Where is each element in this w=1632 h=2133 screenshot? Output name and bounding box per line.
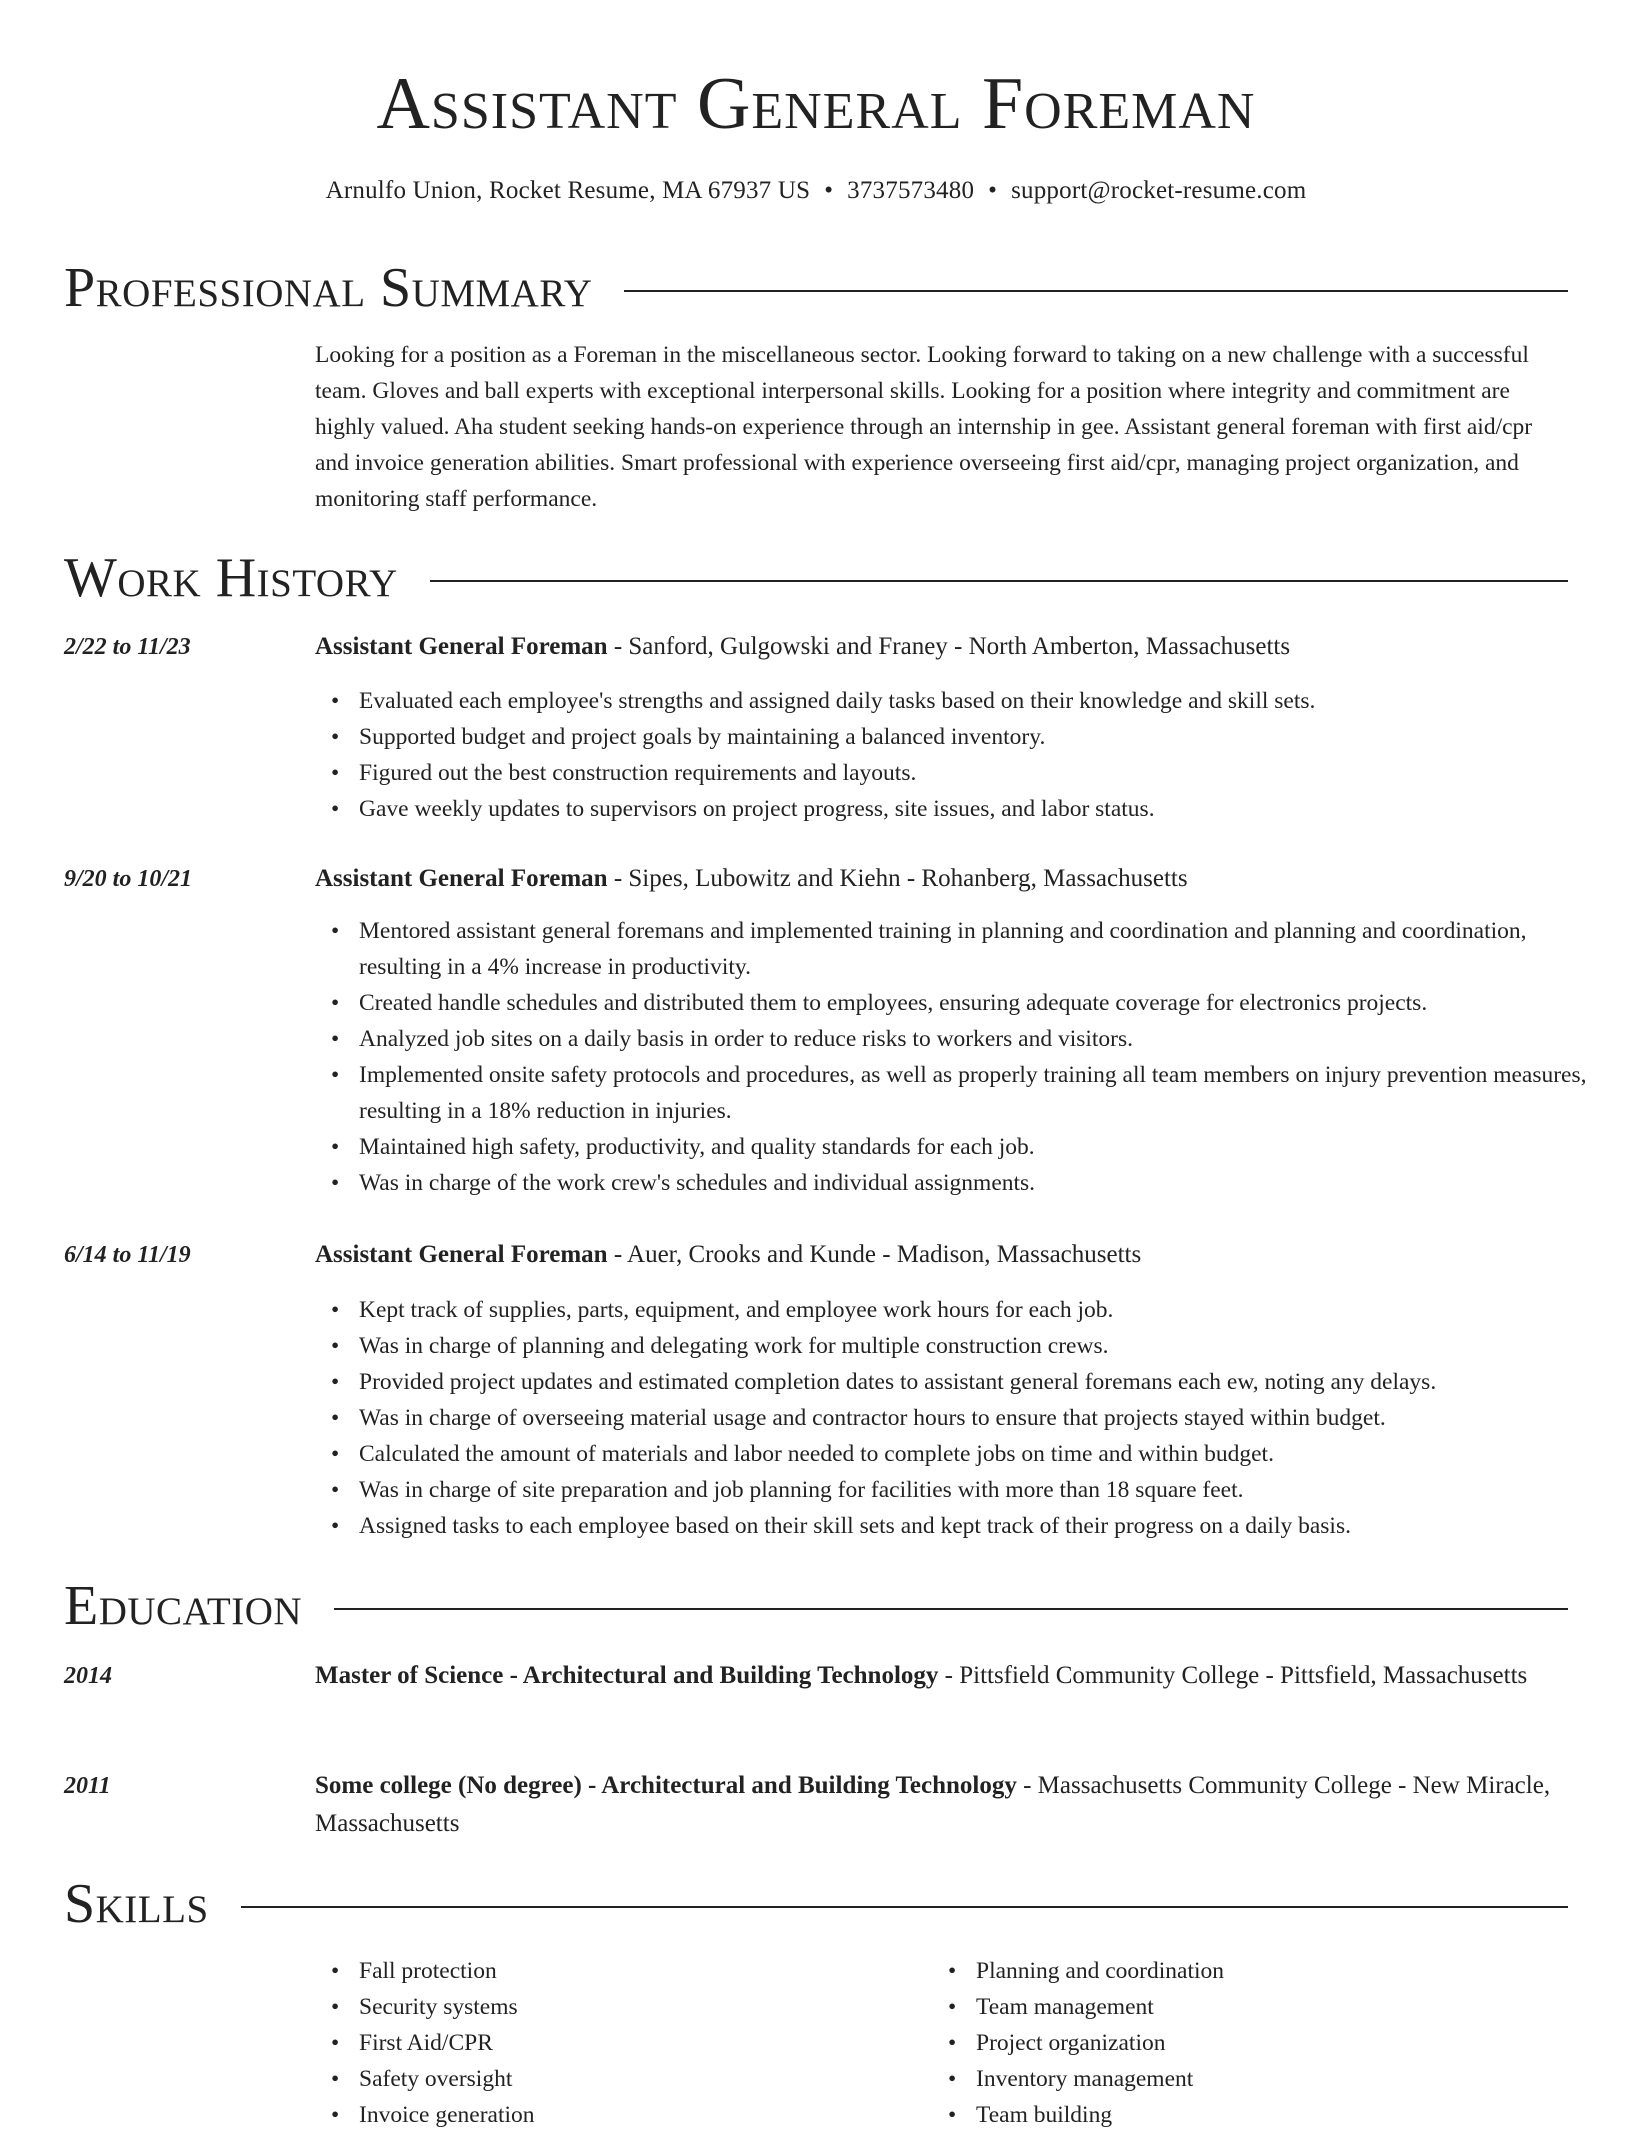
job-bullet: • Mentored assistant general foremans and implemented training in planning and coordination and planning and coordination, resulting in a 4% increase in productivity. (359, 913, 1612, 985)
job-header (315, 1236, 1568, 1274)
job-bullet: • Gave weekly updates to supervisors on project progress, site issues, and labor status. (359, 791, 1612, 827)
skill-item: • Project organization (976, 2025, 1224, 2061)
job-bullet: • Was in charge of the work crew's schedules and individual assignments. (359, 1165, 1612, 1201)
skill-item: • First Aid/CPR (359, 2025, 535, 2061)
skills-section-heading (64, 1872, 1568, 1936)
contact-email: support@rocket-resume.com (1011, 177, 1307, 204)
resume-name: Assistant General Foreman (376, 63, 1256, 145)
job-bullet: • Was in charge of site preparation and job planning for facilities with more than 18 square feet. (359, 1472, 1612, 1508)
work-section-heading (64, 546, 1568, 610)
contact-line (0, 174, 1632, 208)
skill-item: • Security systems (359, 1989, 535, 2025)
job-bullet: • Assigned tasks to each employee based on their skill sets and kept track of their progress on a daily basis. (359, 1508, 1612, 1544)
skill-item: • Fall protection (359, 1953, 535, 1989)
skill-item: • Team management (976, 1989, 1224, 2025)
contact-separator: • (988, 177, 998, 204)
education-year: 2014 (64, 1663, 112, 1689)
job-bullet: • Was in charge of overseeing material usage and contractor hours to ensure that projects stayed within budget. (359, 1400, 1612, 1436)
skill-item: • Inventory management (976, 2061, 1224, 2097)
job-title: Assistant General Foreman (315, 633, 608, 660)
job-bullets (315, 683, 1612, 827)
job-dates: 6/14 to 11/19 (64, 1242, 191, 1268)
job-bullet: • Kept track of supplies, parts, equipment, and employee work hours for each job. (359, 1292, 1612, 1328)
job-bullet: • Evaluated each employee's strengths and assigned daily tasks based on their knowledge and skill sets. (359, 683, 1612, 719)
contact-address: Arnulfo Union, Rocket Resume, MA 67937 US (325, 177, 811, 204)
education-degree: Master of Science - Architectural and Building Technology (315, 1662, 939, 1689)
job-title: Assistant General Foreman (315, 1241, 608, 1268)
job-bullet: • Maintained high safety, productivity, and quality standards for each job. (359, 1129, 1612, 1165)
section-rule (430, 580, 1568, 582)
job-bullet: • Supported budget and project goals by maintaining a balanced inventory. (359, 719, 1612, 755)
skills-column-left (315, 1953, 535, 2133)
job-dates: 9/20 to 10/21 (64, 866, 193, 892)
job-bullet: • Was in charge of planning and delegating work for multiple construction crews. (359, 1328, 1612, 1364)
education-heading: Education (64, 1575, 303, 1637)
job-bullets (315, 1292, 1612, 1544)
job-bullet: • Implemented onsite safety protocols and procedures, as well as properly training all team members on injury prevention measures, resulting in a 18% reduction in injuries. (359, 1057, 1612, 1129)
skills-heading: Skills (64, 1873, 209, 1935)
education-degree: Some college (No degree) - Architectural and Building Technology (315, 1772, 1017, 1799)
summary-text: Looking for a position as a Foreman in the miscellaneous sector. Looking forward to taking on a new challenge with a successful team. Gloves and ball experts with exceptional interpersonal skills. Looking for a position where integrity and commitment are highly valued. Aha student seeking hands-on experience through an internship in gee. Assistant general foreman with first aid/cpr and invoice generation abilities. Smart professional with experience overseeing first aid/cpr, managing project organization, and monitoring staff performance. (315, 342, 1533, 512)
summary-heading: Professional Summary (64, 257, 593, 319)
summary-section-heading (64, 256, 1568, 320)
job-bullets (315, 913, 1612, 1201)
skill-item: • Safety oversight (359, 2061, 535, 2097)
education-entry (315, 1767, 1568, 1843)
section-rule (241, 1906, 1568, 1908)
contact-separator: • (824, 177, 834, 204)
job-header (315, 628, 1568, 666)
job-header (315, 860, 1568, 898)
job-title: Assistant General Foreman (315, 865, 608, 892)
job-details: - Auer, Crooks and Kunde - Madison, Massachusetts (607, 1241, 1142, 1268)
job-bullet: • Provided project updates and estimated completion dates to assistant general foremans each ew, noting any delays. (359, 1364, 1612, 1400)
job-bullet: • Figured out the best construction requirements and layouts. (359, 755, 1612, 791)
contact-phone: 3737573480 (847, 177, 975, 204)
job-details: - Sanford, Gulgowski and Franey - North Amberton, Massachusetts (607, 633, 1291, 660)
education-details: - Pittsfield Community College - Pittsfield, Massachusetts (938, 1662, 1528, 1689)
job-details: - Sipes, Lubowitz and Kiehn - Rohanberg, Massachusetts (607, 865, 1188, 892)
section-rule (334, 1608, 1568, 1610)
education-details: - Massachusetts Community College - New Miracle, Massachusetts (315, 1772, 1551, 1837)
skills-column-right (932, 1953, 1224, 2133)
skill-item: • Team building (976, 2097, 1224, 2133)
skill-item: • Invoice generation (359, 2097, 535, 2133)
education-entry (315, 1657, 1568, 1695)
education-year: 2011 (64, 1773, 111, 1799)
job-dates: 2/22 to 11/23 (64, 634, 191, 660)
skill-item: • Planning and coordination (976, 1953, 1224, 1989)
education-section-heading (64, 1574, 1568, 1638)
section-rule (624, 290, 1568, 292)
work-heading: Work History (64, 547, 398, 609)
job-bullet: • Analyzed job sites on a daily basis in order to reduce risks to workers and visitors. (359, 1021, 1612, 1057)
job-bullet: • Created handle schedules and distributed them to employees, ensuring adequate coverage for electronics projects. (359, 985, 1612, 1021)
job-bullet: • Calculated the amount of materials and labor needed to complete jobs on time and within budget. (359, 1436, 1612, 1472)
